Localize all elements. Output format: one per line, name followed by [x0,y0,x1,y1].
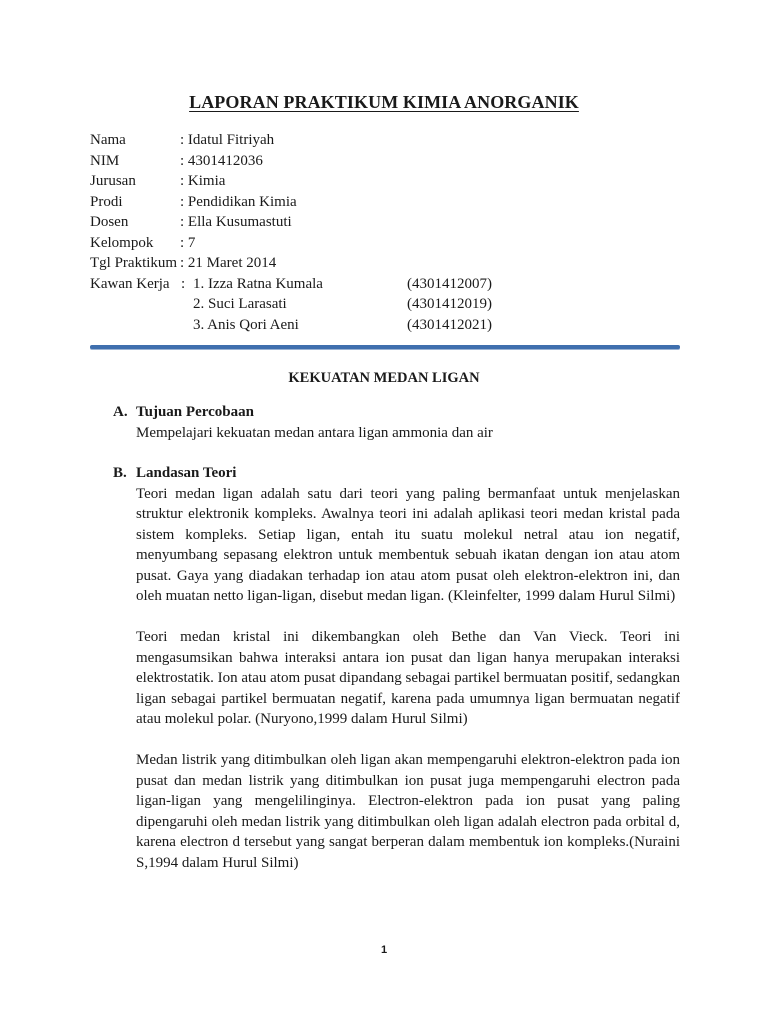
member-name: 3. Anis Qori Aeni [193,316,299,333]
section-tujuan [113,402,680,443]
info-value: : 4301412036 [180,152,263,169]
section-body [136,423,680,444]
info-label: Tgl Praktikum [90,255,178,271]
section-title: Landasan Teori [136,465,237,481]
info-row-nama [90,130,297,151]
section-letter: B. [113,465,127,481]
info-value: : Ella Kusumastuti [180,214,292,230]
paragraph: Teori medan kristal ini dikembangkan oleh Bethe dan Van Vieck. Teori ini mengasumsikan bahwa interaksi antara ion pusat dan ligan hanya merupakan interaksi elektrostatik. Ion atau atom pusat dipandang sebagai partikel bermuatan positif, sedangkan ligan sebagai partikel bermuatan negatif, karena pada umumnya ligan bermuatan negatif atau molekul polar. (Nuryono,1999 dalam Hurul Silmi) [136,629,680,727]
paragraph: Medan listrik yang ditimbulkan oleh ligan akan mempengaruhi elektron-elektron pada ion pusat dan medan listrik yang ditimbulkan ion pusat juga mempengaruhi electron pada ligan-ligan yang mengelilinginya. Electron-elektron pada ion pusat yang paling dipengaruhi oleh medan listrik yang ditimbulkan oleh ligan adalah electron pada orbital d, karena electron d tersebut yang sangat berperan dalam membentuk ion kompleks.(Nuraini S,1994 dalam Hurul Silmi) [136,752,680,871]
info-value: : Kimia [180,173,226,189]
info-value: : 21 Maret 2014 [180,255,277,271]
info-label: Nama [90,132,126,148]
kawan-kerja-row-1 [90,274,492,295]
info-value: : Idatul Fitriyah [180,132,275,148]
info-label: NIM [90,152,120,169]
info-row-tgl-praktikum [90,253,297,274]
section-header [113,402,680,423]
member-name: 2. Suci Larasati [193,296,287,312]
kawan-kerja-row-3 [90,315,492,336]
info-label: Kelompok [90,234,154,251]
member-nim: (4301412021) [407,316,492,333]
info-row-dosen [90,212,297,233]
info-value: : Pendidikan Kimia [180,193,297,210]
info-label: Jurusan [90,173,136,189]
section-heading: KEKUATAN MEDAN LIGAN [288,370,480,386]
info-row-prodi [90,192,297,213]
section-header [113,463,680,484]
info-row-kelompok [90,233,297,254]
kawan-kerja-colon: : [181,275,186,292]
paragraph: Teori medan ligan adalah satu dari teori yang paling bermanfaat untuk menjelaskan struktur elektronik kompleks. Awalnya teori ini adalah aplikasi teori medan kristal pada sistem kompleks. Setiap ligan, entah itu suatu molekul netral atau ion negatif, menyumbang sepasang elektron untuk membentuk sebuah ikatan dengan ion atau atom pusat. Gaya yang diadakan terhadap ion atau atom pusat oleh elektron-elektron ini, dan oleh muatan netto ligan-ligan, disebut medan ligan. (Kleinfelter, 1999 dalam Hurul Silmi) [136,485,680,604]
section-landasan-teori [113,463,680,873]
info-label: Prodi [90,193,123,210]
kawan-kerja-row-2 [90,294,492,315]
info-label: Dosen [90,214,129,230]
member-name: 1. Izza Ratna Kumala [193,275,323,292]
paragraph: Mempelajari kekuatan medan antara ligan ammonia dan air [136,424,493,441]
info-row-jurusan [90,171,297,192]
student-info-block [90,130,492,335]
member-nim: (4301412019) [407,296,492,312]
member-nim: (4301412007) [407,275,492,292]
header-divider [90,345,680,349]
page-number: 1 [380,944,388,956]
report-title: LAPORAN PRAKTIKUM KIMIA ANORGANIK [189,92,579,112]
info-row-nim [90,151,297,172]
kawan-kerja-label: Kawan Kerja [90,275,170,292]
info-value: : 7 [180,234,196,251]
section-title: Tujuan Percobaan [136,404,254,420]
section-body [136,484,680,874]
section-letter: A. [113,404,128,420]
